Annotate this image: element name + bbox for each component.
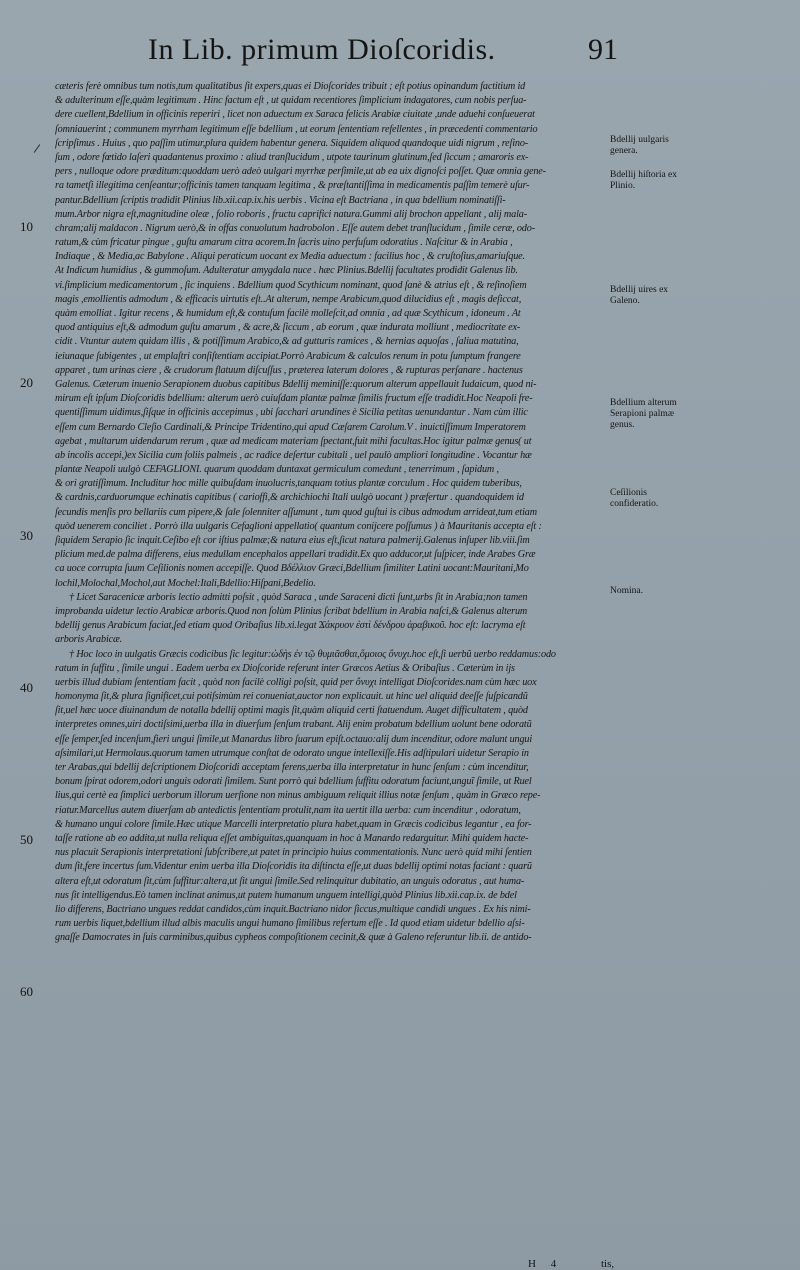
marginal-pen-mark: [34, 144, 41, 153]
text-line: Indiaque , & Media,ac Babylone . Aliqui peraticum uocant ex Media aduectum : facilius hoc , & cruſtoſius,amariuſque.: [55, 251, 525, 263]
text-line: † Hoc loco in uulgatis Græcis codicibus ſic legitur:ὠδὴs ἐν τῷ θυμιᾶσθαι,ὅμοιος ὄνυχι.hoc eſt,ſi uerbũ uerbo reddamus:odo: [69, 648, 556, 660]
margin-note: Bdellij uulgaris genera.: [610, 135, 669, 156]
margin-note: Ceſilionis confideratio.: [610, 488, 659, 509]
text-line: pantur.Bdellium ſcriptis tradidit Plinius lib.xii.cap.ix.his uerbis . Vicina eſt Bactriana , in qua bdellium nominatiſſi-: [55, 194, 506, 206]
text-line: cæteris ferè omnibus tum notis,tum qualitatibus ſit expers,quas ei Dioſcorides tribuit ; eſt potius opinandum factitium id: [55, 81, 526, 92]
margin-note: Bdellium alterum Serapioni palmæ genus.: [610, 398, 677, 430]
text-line: ſcripſimus . Huius , quo paſſim utimur,plura quidem habentur genera. Siquidem aliquod quandoque uidi nigrum , reſino-: [55, 137, 529, 149]
line-number: 30: [20, 528, 33, 543]
running-header: [148, 30, 638, 74]
text-line: & adulterinum eſſe,quàm legitimum . Hinc factum eſt , ut quidam recentiores ſimplicium indagatores, cum nobis perſua-: [55, 95, 527, 107]
text-line: eſſe ſemper,ſed incenſum,fieri ungui ſimile,ut Manardus libro ſuarum epiſt.octauo:alij dum incenditur, odore malunt ungui: [55, 733, 533, 745]
text-line: dere cuellent,Bdellium in officinis reperiri , licet non aduectum ex Saraca felicis Arabiæ ciuitate ,unde aduehi conſueuerat: [55, 109, 535, 121]
text-line: & humano ungui colore ſimile.Hæc utique Marcelli interpretatio plura habet,quam in Græcis codicibus legantur , ea for-: [55, 818, 532, 830]
text-line: arboris Arabicæ.: [55, 634, 123, 646]
text-line: & ori gratiſſimum. Includitur hoc mille quibuſdam inuolucris,tanquam totius plantæ corculum . Hoc quidem tuberibus,: [55, 478, 522, 490]
text-line: mirum eſt ipſum Dioſcoridis bdellium: alterum uerò cuiuſdam plantæ palmæ ſimilis fructum eſſe tradidit.Hoc Neapoli fre-: [55, 393, 533, 405]
text-line: chram;alij maldacon . Nigrum uerò,& in offas conuolutum hadrobolon . Eſſe autem debet tranſlucidum , ſimile ceræ, odo-: [55, 222, 535, 234]
text-line: † Licet Saracenicæ arboris lectio admitti poſsit , quòd Saraca , unde Saraceni dicti ſunt,urbs ſit in Arabia;non tamen: [69, 591, 528, 603]
text-line: riatur.Marcellus autem diuerſam ab antedictis ſententiam protulit,nam ita uertit illa uerba: cum incenditur , odoratum,: [55, 804, 521, 816]
text-line: nus placuit Serapionis interpretationi ſubſcribere,ut patet in principio huius commentationis. Nunc uerò quid mihi ſentien: [55, 847, 532, 859]
line-number: 10: [20, 219, 33, 234]
text-line: eſſem cum Bernardo Cleſio Cardinali,& Principe Tridentino,qui apud Cæſarem Carolum.V . inuictiſſimum Imperatorem: [55, 421, 526, 433]
text-line: agebat , multarum uidendarum rerum , quæ ad medicam materiam ſpectant,fuit mihi facultas.Hoc igitur palmæ genus( ut: [55, 435, 532, 447]
text-line: Galenus. Cæterum inuenio Serapionem duobus capitibus Bdellij meminiſſe:quorum alterum appellauit Iudaicum, quod ni-: [55, 378, 537, 390]
text-line: interpretes omnes,uiri doctiſsimi,uerba illa in diuerſum ſenſum trabant. Alij enim probatum bdellium uolunt bene odoratũ: [55, 719, 532, 731]
text-line: bdellij genus Arabicum faciat,ſed etiam quod Oribaſius lib.xi.legat Ϫάκρυον ἐστὶ δένδρου ἀραβικοῦ. hoc eſt: lacryma eſt: [55, 620, 526, 632]
text-line: ſit,uel hæc uoce diuinandum de notalla bdellij optimi magis ſit,quàm aliquid certi ſtatuendum. Auget difficultatem , quòd: [55, 705, 528, 717]
text-line: altera eſt,ut odoratum ſit,cùm ſuffitur:altera,ut ſit ungui ſimile.Sed relinquitur dubitatio, an unguis odoratus , aut huma-: [55, 875, 525, 887]
body-text: [55, 80, 607, 945]
text-line: ratum in ſuffitu , ſimile ungui . Eadem uerba ex Dioſcoride referunt inter Græcos Aetius & Oribaſius . Cæterùm in ijs: [55, 662, 515, 674]
text-line: pers , nulloque odore præditum:quoddam uerò adeò uulgari myrrhæ perſimile,ut ab ea uix dignoſci poſſet. Quæ omnia gene-: [55, 166, 546, 178]
text-line: taſſe ratione ab eo addita,ut nulla reliqua eſſet ambiguitas,quanquam in hoc à Manardo redarguitur. Mihi quidem hacte-: [55, 832, 529, 844]
text-line: magis ,emollientis admodum , & efficacis uirtutis eſt..At alterum, nempe Arabicum,quod dilucidius eſt , magis deſiccat,: [55, 293, 522, 305]
text-line: rum uerbis liquet,bdellium illud albis maculis ungui humano ſimilibus refertum eſſe . Id quod etiam uidetur bdellio aſsi-: [55, 918, 525, 930]
text-line: ter Arabas,qui bdellij deſcriptionem Dioſcoridi acceptam ferens,uerba illa interpretatur in hunc ſenſum : cùm incenditur,: [55, 762, 529, 773]
line-number: 50: [20, 832, 33, 847]
margin-note: Nomina.: [610, 586, 643, 596]
signature-mark: [528, 1258, 614, 1270]
text-line: lochil,Molochal,Mochol,aut Mochel:Itali,Bdellio:Hiſpani,Bedelio.: [55, 577, 316, 589]
text-line: plicium med.de palma differens, eius medullam encephalos appellari tradidit.Ex quo adducor,ut ſuſpicer, inde Arabes Græ: [55, 549, 536, 561]
page-number: 91: [588, 33, 618, 66]
text-line: nus ſit intelligendus.Eò tamen inclinat animus,ut putem humanum unguem intelligi,quòd Plinius lib.xii.cap.ix. de bdel: [55, 889, 517, 901]
text-line: plantæ Neapoli uulgò CEFAGLIONI. quarum quoddam duntaxat germiculum comedunt , tenerrimum , ſapidum ,: [55, 464, 499, 476]
margin-note: Bdellij hiſtoria ex Plinio.: [610, 170, 678, 191]
text-line: quod antiquius eſt,& admodum guſtu amarum , & acre,& ſiccum , ab eorum , quæ indurata molliunt , mediocritate ex-: [55, 322, 521, 334]
text-line: quòd uenerem conciliet . Porrò illa uulgaris Cefaglioni appellatio( quantum conijcere poſſumus ) à Mauritanis accepta eſt :: [55, 520, 542, 532]
text-line: bonum ſpirat odorem,odori unguis odorati ſimilem. Sunt porrò qui bdellium ſuffitu odoratum faciunt,unguĩ ſimile, ut Ruel: [55, 776, 532, 788]
margin-note: Bdellij uires ex Galeno.: [610, 285, 669, 306]
text-line: & cardnis,carduorumque echinatis capitibus ( carioffi,& archichiochi Itali uulgò uocant ) præfertur . quandoquidem id: [55, 492, 524, 504]
line-number: 20: [20, 375, 33, 390]
line-number: 40: [20, 680, 33, 695]
text-line: mum.Arbor nigra eſt,magnitudine oleæ , folio roboris , fructu caprifici natura.Gummi alij brochon appellant , alij mala-: [55, 208, 527, 220]
catchword: tis,: [600, 1258, 615, 1270]
text-line: quentiſſimum uidimus,ſiſque in officinis accepimus , ubi ſacchari arundines è Sicilia petitas uenundantur . Nam cùm illic: [55, 407, 528, 419]
signature: H 4: [528, 1258, 563, 1270]
text-line: dum ſit,fere incertus ſum.Videntur enim uerba illa Dioſcoridis ita diſtincta eſſe,ut duas bdellij optimi notas faciant : quarũ: [55, 861, 532, 873]
text-line: apparet , tum urinas ciere , & crudorum flatuum diſcuſſus , præterea laterum dolores , & rupturas perſanare . hactenus: [55, 364, 523, 376]
text-line: lio differens, Bactriano ungues reddat candidos,cùm inquit.Bactriano nidor ſiccus,multique candidi ungues . Ex his nimi-: [55, 903, 531, 915]
text-line: ca uoce corrupta ſuum Ceſilionis nomen accepiſſe. Quod Bδέλλιον Græci,Bdellium ſimiliter Latini uocant:Mauritani,Mo: [55, 563, 529, 575]
text-line: At Indicum humidius , & gummoſum. Adulteratur amygdala nuce . hæc Plinius.Bdellij facultates prodidit Galenus lib.: [55, 265, 518, 277]
text-line: aſsimilari,ut Hermolaus.quorum tamen utrumque conſtat de odorato ungue intellexiſſe.His adſtipulari uidetur Serapio in: [55, 747, 529, 759]
text-line: lius,qui certè ea ſimplici uerborum illorum uerſione non minus ambiguum reliquit illius notæ ſenſum , quàm in Græco repe-: [55, 790, 541, 802]
text-line: ſum , odore fœtido laſeri quadantenus proximo : aliud tranſlucidum , utpote taurinum glutinum,ſed ſiccum ; amaroris ex-: [55, 151, 529, 163]
text-line: ſomniauerint ; communem myrrham legitimum eſſe bdellium , ut eorum ſententiam refellentes , in præcedenti commentario: [55, 123, 538, 135]
text-line: improbanda uidetur lectio Arabicæ arboris.Quod non ſolùm Plinius ſcribat bdellium in Arabia naſci,& Galenus alterum: [55, 605, 528, 617]
text-line: ieiunaque ſubigentes , ut emplaſtri conſiſtentiam accipiat.Porrò Arabicum & calculos renum in potu ſumptum frangere: [55, 350, 521, 362]
text-line: ſiquidem Serapio ſic inquit.Ceſibo eſt cor iſtius palmæ;& natura eius eſt,ſicut natura palmerij.Galenus inſuper lib.viii.ſim: [55, 535, 530, 546]
text-line: vi.ſimplicium medicamentorum , ſic inquiens . Bdellium quod Scythicum nominant, quod ſanè & atrius eſt , & reſinoſiem: [55, 279, 527, 291]
text-line: quàm emolliat . Igitur recens , & humidum eſt,& contuſum facilè molleſcit,ad omnia , ad quæ Scythicum , idoneum . At: [55, 308, 521, 319]
header-title: In Lib. primum Dioſcoridis.: [148, 33, 496, 66]
text-line: gnaſſe Damocrates in ſuis carminibus,quibus cypheos compoſitionem cecinit,& quæ à Galeno referuntur lib.ii. de antido-: [55, 932, 532, 944]
text-line: ra tametſi illegitima cenſeantur;officinis tamen tanquam legitima , & præſtantiſſima in medicamentis paſſim temerè uſur-: [55, 180, 530, 192]
text-line: cidit . Vtuntur autem quidam illis , & potiſſimum Arabico,& ad gutturis ramices , & hernias aquoſas , ſaliua matutina,: [55, 336, 519, 348]
text-line: ratum,& cùm fricatur pingue , guſtu amarum citra acorem.In ſacris uino perfuſum odoratius . Naſcitur & in Arabia ,: [55, 237, 513, 249]
text-line: ab incolis accepi,)ex Sicilia cum foliis palmeis , ac radice deſertur cubitali , uel paulò ampliori longitudine . Vocantur hæ: [55, 449, 532, 461]
text-line: homonyma ſit,& plura ſignificet,cui potiſsimùm rei conueniat,auctor non explicauit. ut hinc uel aliquid deeſſe ſuſpicandũ: [55, 691, 528, 703]
text-line: uerbis illud dubiam ſententiam facit , quòd non facilè colligi poſsit, quid per ὄνυχι intelligat Dioſcorides.nam cùm hæc uox: [55, 676, 537, 688]
line-number: 60: [20, 984, 33, 999]
text-line: ſecundis menſis pro bellariis cum pipere,& ſale ſolenniter aſſumunt , tum quod guſtui is cibus admodum arrideat,tum etiam: [55, 506, 537, 518]
